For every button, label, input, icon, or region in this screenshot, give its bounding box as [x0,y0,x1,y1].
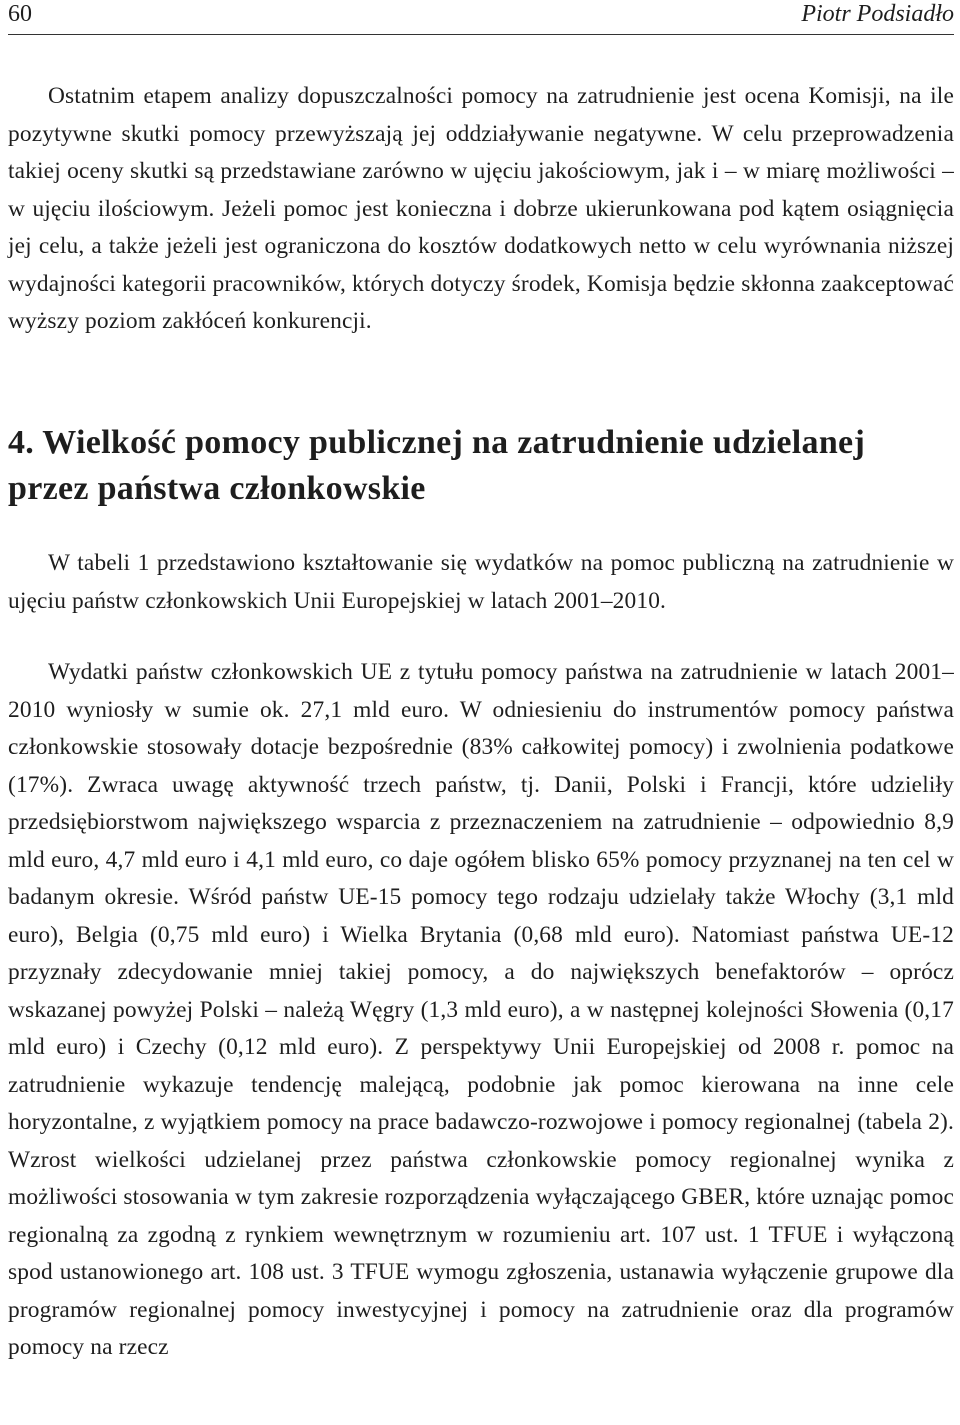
body-paragraph: Ostatnim etapem analizy dopuszczalności pomocy na zatrudnienie jest ocena Komisji, na ile pozytywne skutki pomocy przewyższają jej oddziaływanie negatywne. W celu przeprowadzenia takiej oceny skutki są przedstawiane zarówno w ujęciu jakościowym, jak i – w miarę możliwości – w ujęciu ilościowym. Jeżeli pomoc jest konieczna i dobrze ukierunkowana pod kątem osiągnięcia jej celu, a także jeżeli jest ograniczona do kosztów dodatkowych netto w celu wyrównania niższej wydajności kategorii pracowników, których dotyczy środek, Komisja będzie skłonna zaakceptować wyższy poziom zakłóceń konkurencji. [8,83,954,334]
running-head-author: Piotr Podsiadło [801,1,954,27]
page-number: 60 [8,1,32,27]
document-page [8,0,954,1425]
section-heading: 4. Wielkość pomocy publicznej na zatrudnienie udzielanej przez państwa członkowskie [8,424,866,507]
body-paragraph: Wydatki państw członkowskich UE z tytułu pomocy państwa na zatrudnienie w latach 2001–2010 wyniosły w sumie ok. 27,1 mld euro. W odniesieniu do instrumentów pomocy państwa członkowskie stosowały dotacje bezpośrednie (83% całkowitej pomocy) i zwolnienia podatkowe (17%). Zwraca uwagę aktywność trzech państw, tj. Danii, Polski i Francji, które udzieliły przedsiębiorstwom największego wsparcia z przeznaczeniem na zatrudnienie – odpowiednio 8,9 mld euro, 4,7 mld euro i 4,1 mld euro, co daje ogółem blisko 65% pomocy przyznanej na ten cel w badanym okresie. Wśród państw UE-15 pomocy tego rodzaju udzielały także Włochy (3,1 mld euro), Belgia (0,75 mld euro) i Wielka Brytania (0,68 mld euro). Natomiast państwa UE-12 przyznały zdecydowanie mniej takiej pomocy, a do największych benefaktorów – oprócz wskazanej powyżej Polski – należą Węgry (1,3 mld euro), a w następnej kolejności Słowenia (0,17 mld euro) i Czechy (0,12 mld euro). Z perspektywy Unii Europejskiej od 2008 r. pomoc na zatrudnienie wykazuje tendencję malejącą, podobnie jak pomoc kierowana na inne cele horyzontalne, z wyjątkiem pomocy na prace badawczo-rozwojowe i pomocy regionalnej (tabela 2). Wzrost wielkości udzielanej przez państwa członkowskie pomocy regionalnej wynika z możliwości stosowania w tym zakresie rozporządzenia wyłączającego GBER, które uznając pomoc regionalną za zgodną z rynkiem wewnętrznym w rozumieniu art. 107 ust. 1 TFUE i wyłączoną spod ustanowionego art. 108 ust. 3 TFUE wymogu zgłoszenia, ustanawia wyłączenie grupowe dla programów regionalnej pomocy inwestycyjnej i pomocy na zatrudnienie oraz dla programów pomocy na rzecz [8,659,954,1360]
page-header [8,0,954,35]
body-paragraph: W tabeli 1 przedstawiono kształtowanie się wydatków na pomoc publiczną na zatrudnienie w ujęciu państw członkowskich Unii Europejskiej w latach 2001–2010. [8,550,954,614]
